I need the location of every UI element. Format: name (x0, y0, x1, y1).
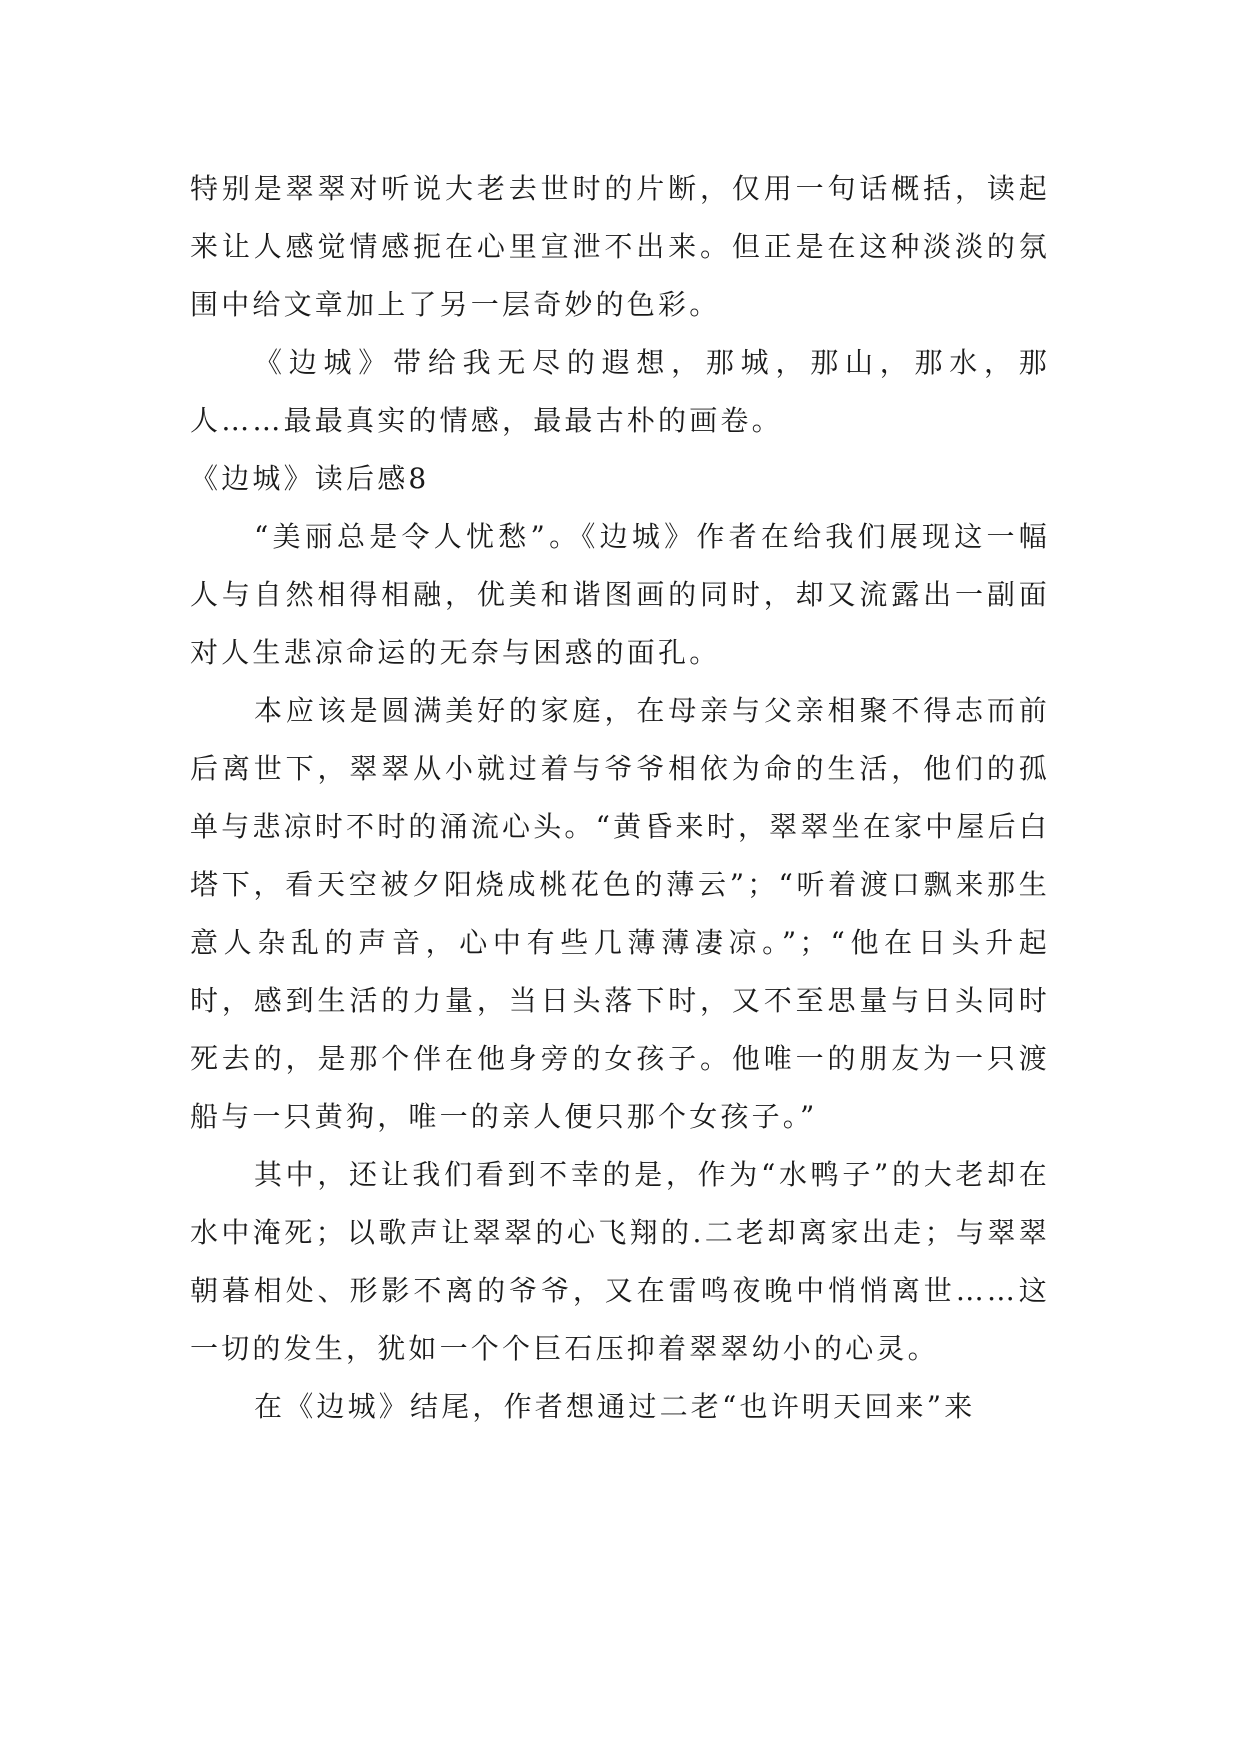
section-title: 《边城》读后感8 (190, 462, 430, 495)
paragraph-4: 本应该是圆满美好的家庭，在母亲与父亲相聚不得志而前后离世下，翠翠从小就过着与爷爷相依为命的生活，他们的孤单与悲凉时不时的涌流心头。“黄昏来时，翠翠坐在家中屋后白塔下，看天空被夕阳烧成桃花色的薄云”；“听着渡口飘来那生意人杂乱的声音，心中有些几薄薄凄凉。”；“他在日头升起时，感到生活的力量，当日头落下时，又不至思量与日头同时死去的，是那个伴在他身旁的女孩子。他唯一的朋友为一只渡船与一只黄狗，唯一的亲人便只那个女孩子。” (190, 694, 1050, 1133)
paragraph-1: 特别是翠翠对听说大老去世时的片断，仅用一句话概括，读起来让人感觉情感扼在心里宣泄不出来。但正是在这种淡淡的氛围中给文章加上了另一层奇妙的色彩。 (190, 172, 1050, 321)
paragraph-3: “美丽总是令人忧愁”。《边城》作者在给我们展现这一幅人与自然相得相融，优美和谐图画的同时，却又流露出一副面对人生悲凉命运的无奈与困惑的面孔。 (190, 520, 1050, 669)
paragraph-2: 《边城》带给我无尽的遐想，那城，那山，那水，那人……最最真实的情感，最最古朴的画卷。 (190, 346, 1050, 437)
paragraph-5: 其中，还让我们看到不幸的是，作为“水鸭子”的大老却在水中淹死；以歌声让翠翠的心飞翔的.二老却离家出走；与翠翠朝暮相处、形影不离的爷爷，又在雷鸣夜晚中悄悄离世……这一切的发生，犹如一个个巨石压抑着翠翠幼小的心灵。 (190, 1158, 1050, 1365)
paragraph-6: 在《边城》结尾，作者想通过二老“也许明天回来”来 (254, 1390, 976, 1423)
document-body (190, 160, 1050, 1436)
